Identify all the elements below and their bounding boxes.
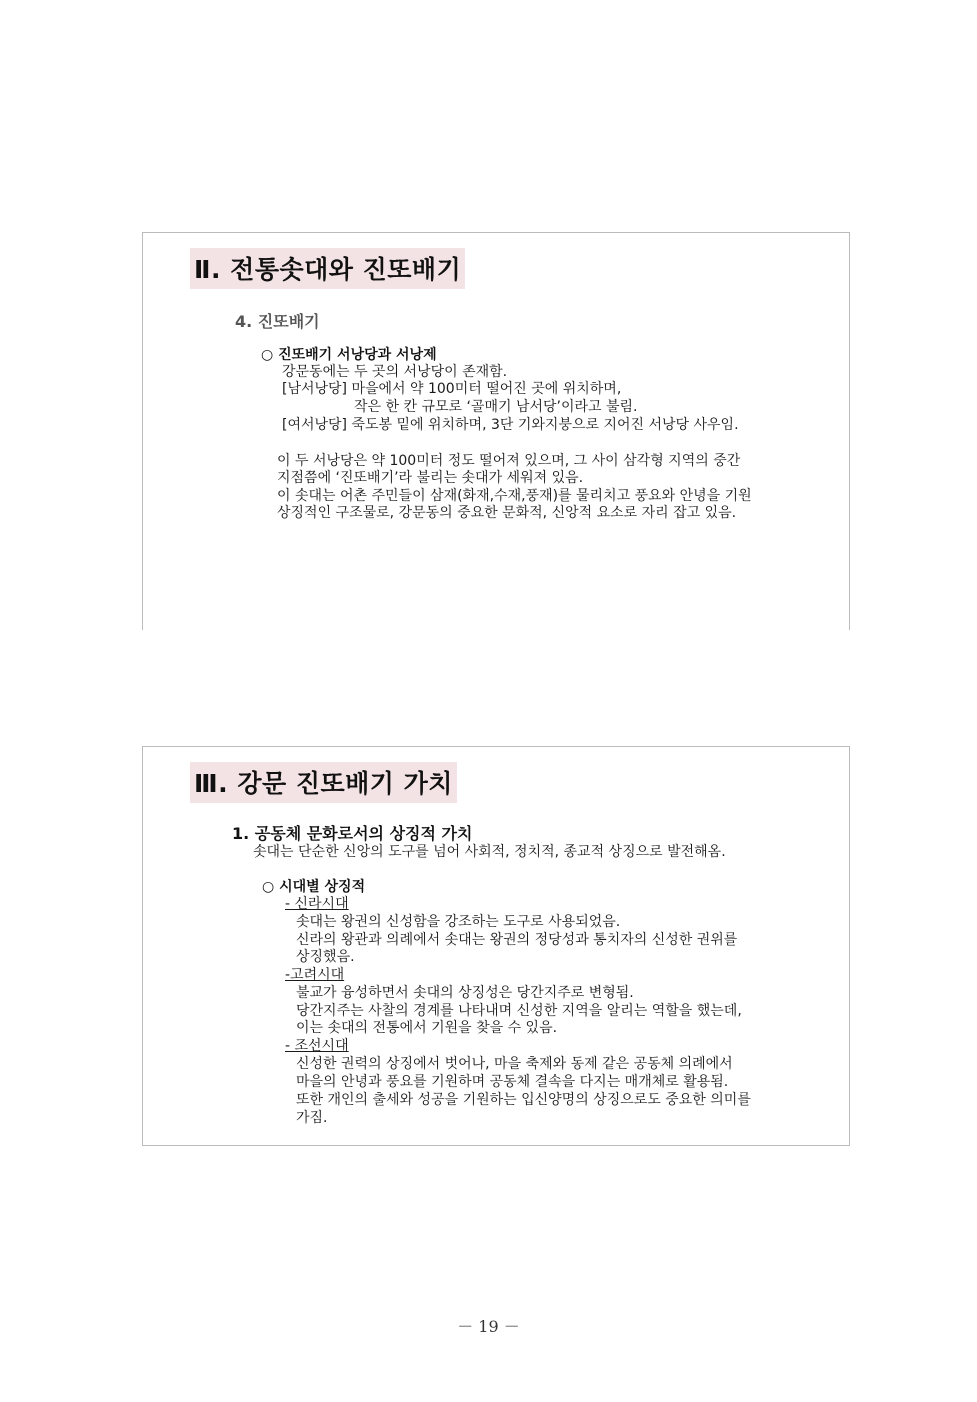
era-title-silla: - 신라시대 xyxy=(285,896,349,912)
slide1-paragraph-line: 상징적인 구조물로, 강문동의 중요한 문화적, 신앙적 요소로 자리 잡고 있음. xyxy=(277,505,737,521)
era-line: 마을의 안녕과 풍요를 기원하며 공동체 결속을 다지는 매개체로 활용됨. xyxy=(296,1074,729,1090)
slide1-line: [여서낭당] 죽도봉 밑에 위치하며, 3단 기와지붕으로 지어진 서낭당 사우임. xyxy=(282,417,739,433)
era-title-joseon: - 조선시대 xyxy=(285,1038,349,1054)
era-line: 상징했음. xyxy=(296,949,355,965)
era-line: 솟대는 왕권의 신성함을 강조하는 도구로 사용되었음. xyxy=(296,914,621,930)
slide2-bullet: ○ 시대별 상징적 xyxy=(262,879,366,895)
slide2-intro: 솟대는 단순한 신앙의 도구를 넘어 사회적, 정치적, 종교적 상징으로 발전해옴. xyxy=(253,844,726,860)
slide2-subheading: 1. 공동체 문화로서의 상징적 가치 xyxy=(232,824,473,843)
era-line: 가짐. xyxy=(296,1110,328,1126)
page-number: － 19 － xyxy=(457,1317,520,1336)
era-line: 불교가 융성하면서 솟대의 상징성은 당간지주로 변형됨. xyxy=(296,985,634,1001)
slide1-subheading: 4. 진또배기 xyxy=(235,312,320,331)
era-line: 신라의 왕관과 의례에서 솟대는 왕권의 정당성과 통치자의 신성한 권위를 xyxy=(296,932,738,948)
slide1-line: [남서낭당] 마을에서 약 100미터 떨어진 곳에 위치하며, xyxy=(282,381,622,397)
era-line: 신성한 권력의 상징에서 벗어나, 마을 축제와 동제 같은 공동체 의례에서 xyxy=(296,1056,733,1072)
era-line: 이는 솟대의 전통에서 기원을 찾을 수 있음. xyxy=(296,1020,558,1036)
slide1-line: 작은 한 칸 규모로 ‘골매기 남서당’이라고 불림. xyxy=(354,399,638,415)
slide-gangmun-value xyxy=(142,746,850,1146)
slide1-line: 강문동에는 두 곳의 서낭당이 존재함. xyxy=(282,364,508,380)
era-title-goryeo: -고려시대 xyxy=(285,967,345,983)
era-line: 당간지주는 사찰의 경계를 나타내며 신성한 지역을 알리는 역할을 했는데, xyxy=(296,1003,742,1019)
slide-traditional-sotdae xyxy=(142,232,850,630)
slide1-paragraph-line: 이 솟대는 어촌 주민들이 삼재(화재,수재,풍재)를 물리치고 풍요와 안녕을 기원 xyxy=(277,488,752,504)
era-line: 또한 개인의 출세와 성공을 기원하는 입신양명의 상징으로도 중요한 의미를 xyxy=(296,1092,751,1108)
slide1-bullet: ○ 진또배기 서낭당과 서낭제 xyxy=(261,347,437,363)
slide1-paragraph-line: 지점쯤에 ‘진또배기’라 불리는 솟대가 세워져 있음. xyxy=(277,470,584,486)
slide2-heading: Ⅲ. 강문 진또배기 가치 xyxy=(190,762,457,803)
slide1-paragraph-line: 이 두 서낭당은 약 100미터 정도 떨어져 있으며, 그 사이 삼각형 지역의 중간 xyxy=(277,453,741,469)
slide1-heading: Ⅱ. 전통솟대와 진또배기 xyxy=(190,248,465,289)
